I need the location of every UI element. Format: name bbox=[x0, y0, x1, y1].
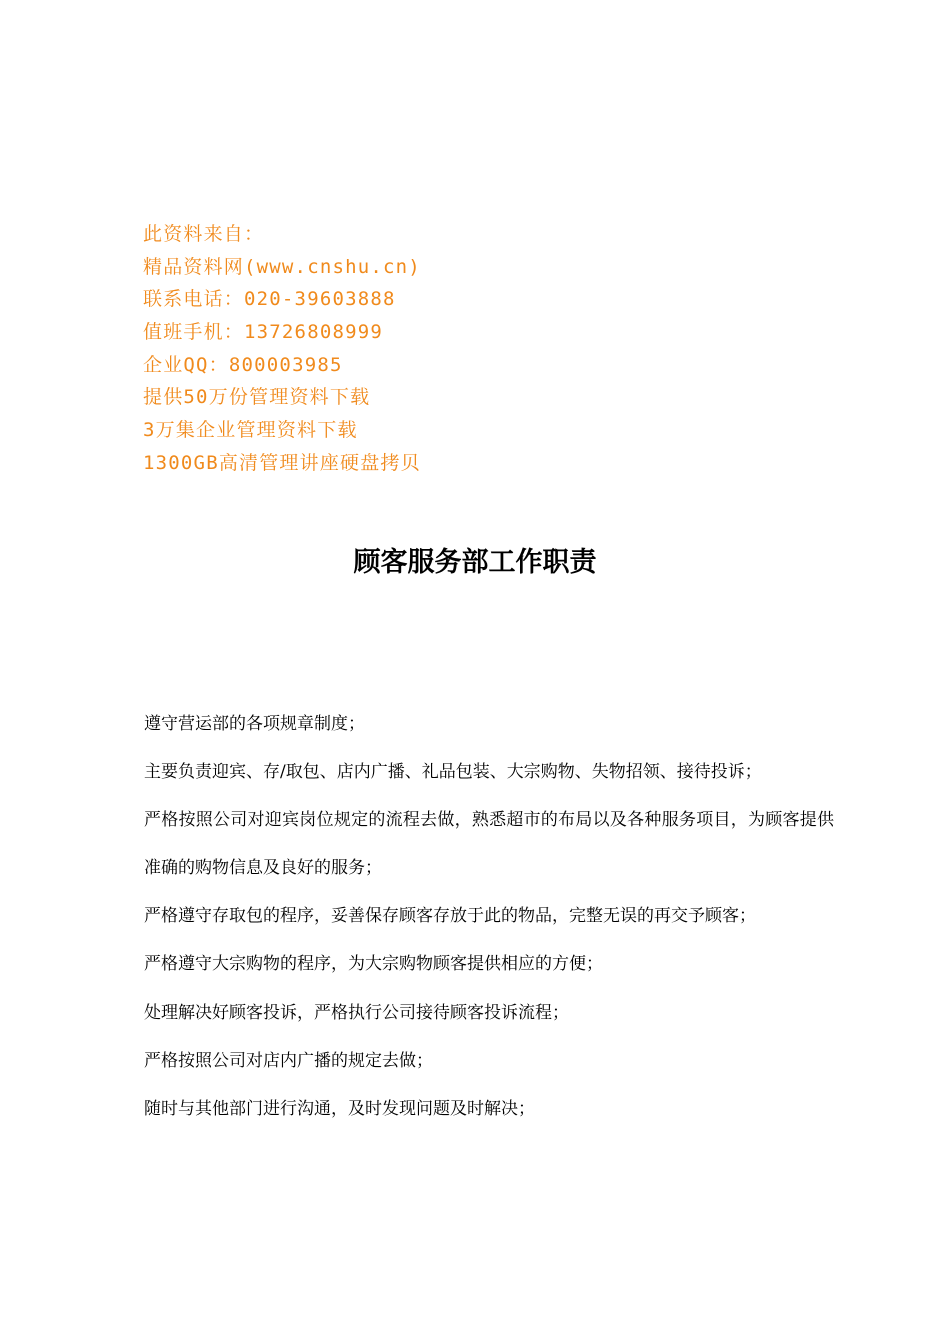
source-notice-mobile: 值班手机：13726808999 bbox=[143, 321, 384, 344]
source-notice-line: 1300GB高清管理讲座硬盘拷贝 bbox=[143, 451, 421, 474]
source-notice-phone: 联系电话：020-39603888 bbox=[143, 288, 396, 311]
source-notice-line: 提供50万份管理资料下载 bbox=[143, 386, 371, 409]
source-notice-website: 精品资料网(www.cnshu.cn) bbox=[143, 255, 421, 278]
duty-paragraph: 随时与其他部门进行沟通，及时发现问题及时解决； bbox=[144, 1098, 535, 1119]
duty-paragraph: 主要负责迎宾、存/取包、店内广播、礼品包装、大宗购物、失物招领、接待投诉； bbox=[144, 762, 762, 783]
duty-paragraph: 遵守营运部的各项规章制度； bbox=[144, 714, 365, 734]
duty-paragraph: 处理解决好顾客投诉，严格执行公司接待顾客投诉流程； bbox=[144, 1002, 569, 1023]
source-notice-line: 3万集企业管理资料下载 bbox=[143, 419, 358, 442]
document-title: 顾客服务部工作职责 bbox=[353, 547, 597, 578]
duty-paragraph: 严格遵守大宗购物的程序，为大宗购物顾客提供相应的方便； bbox=[144, 954, 603, 975]
duties-list bbox=[144, 700, 834, 1133]
source-notice-qq: 企业QQ：800003985 bbox=[143, 353, 343, 376]
duty-paragraph: 严格遵守存取包的程序，妥善保存顾客存放于此的物品，完整无误的再交予顾客； bbox=[144, 906, 756, 927]
duty-paragraph: 严格按照公司对迎宾岗位规定的流程去做，熟悉超市的布局以及各种服务项目，为顾客提供准确的购物信息及良好的服务； bbox=[144, 810, 834, 879]
duty-paragraph: 严格按照公司对店内广播的规定去做； bbox=[144, 1050, 433, 1071]
source-notice bbox=[143, 218, 843, 480]
source-notice-line: 此资料来自： bbox=[143, 223, 265, 245]
